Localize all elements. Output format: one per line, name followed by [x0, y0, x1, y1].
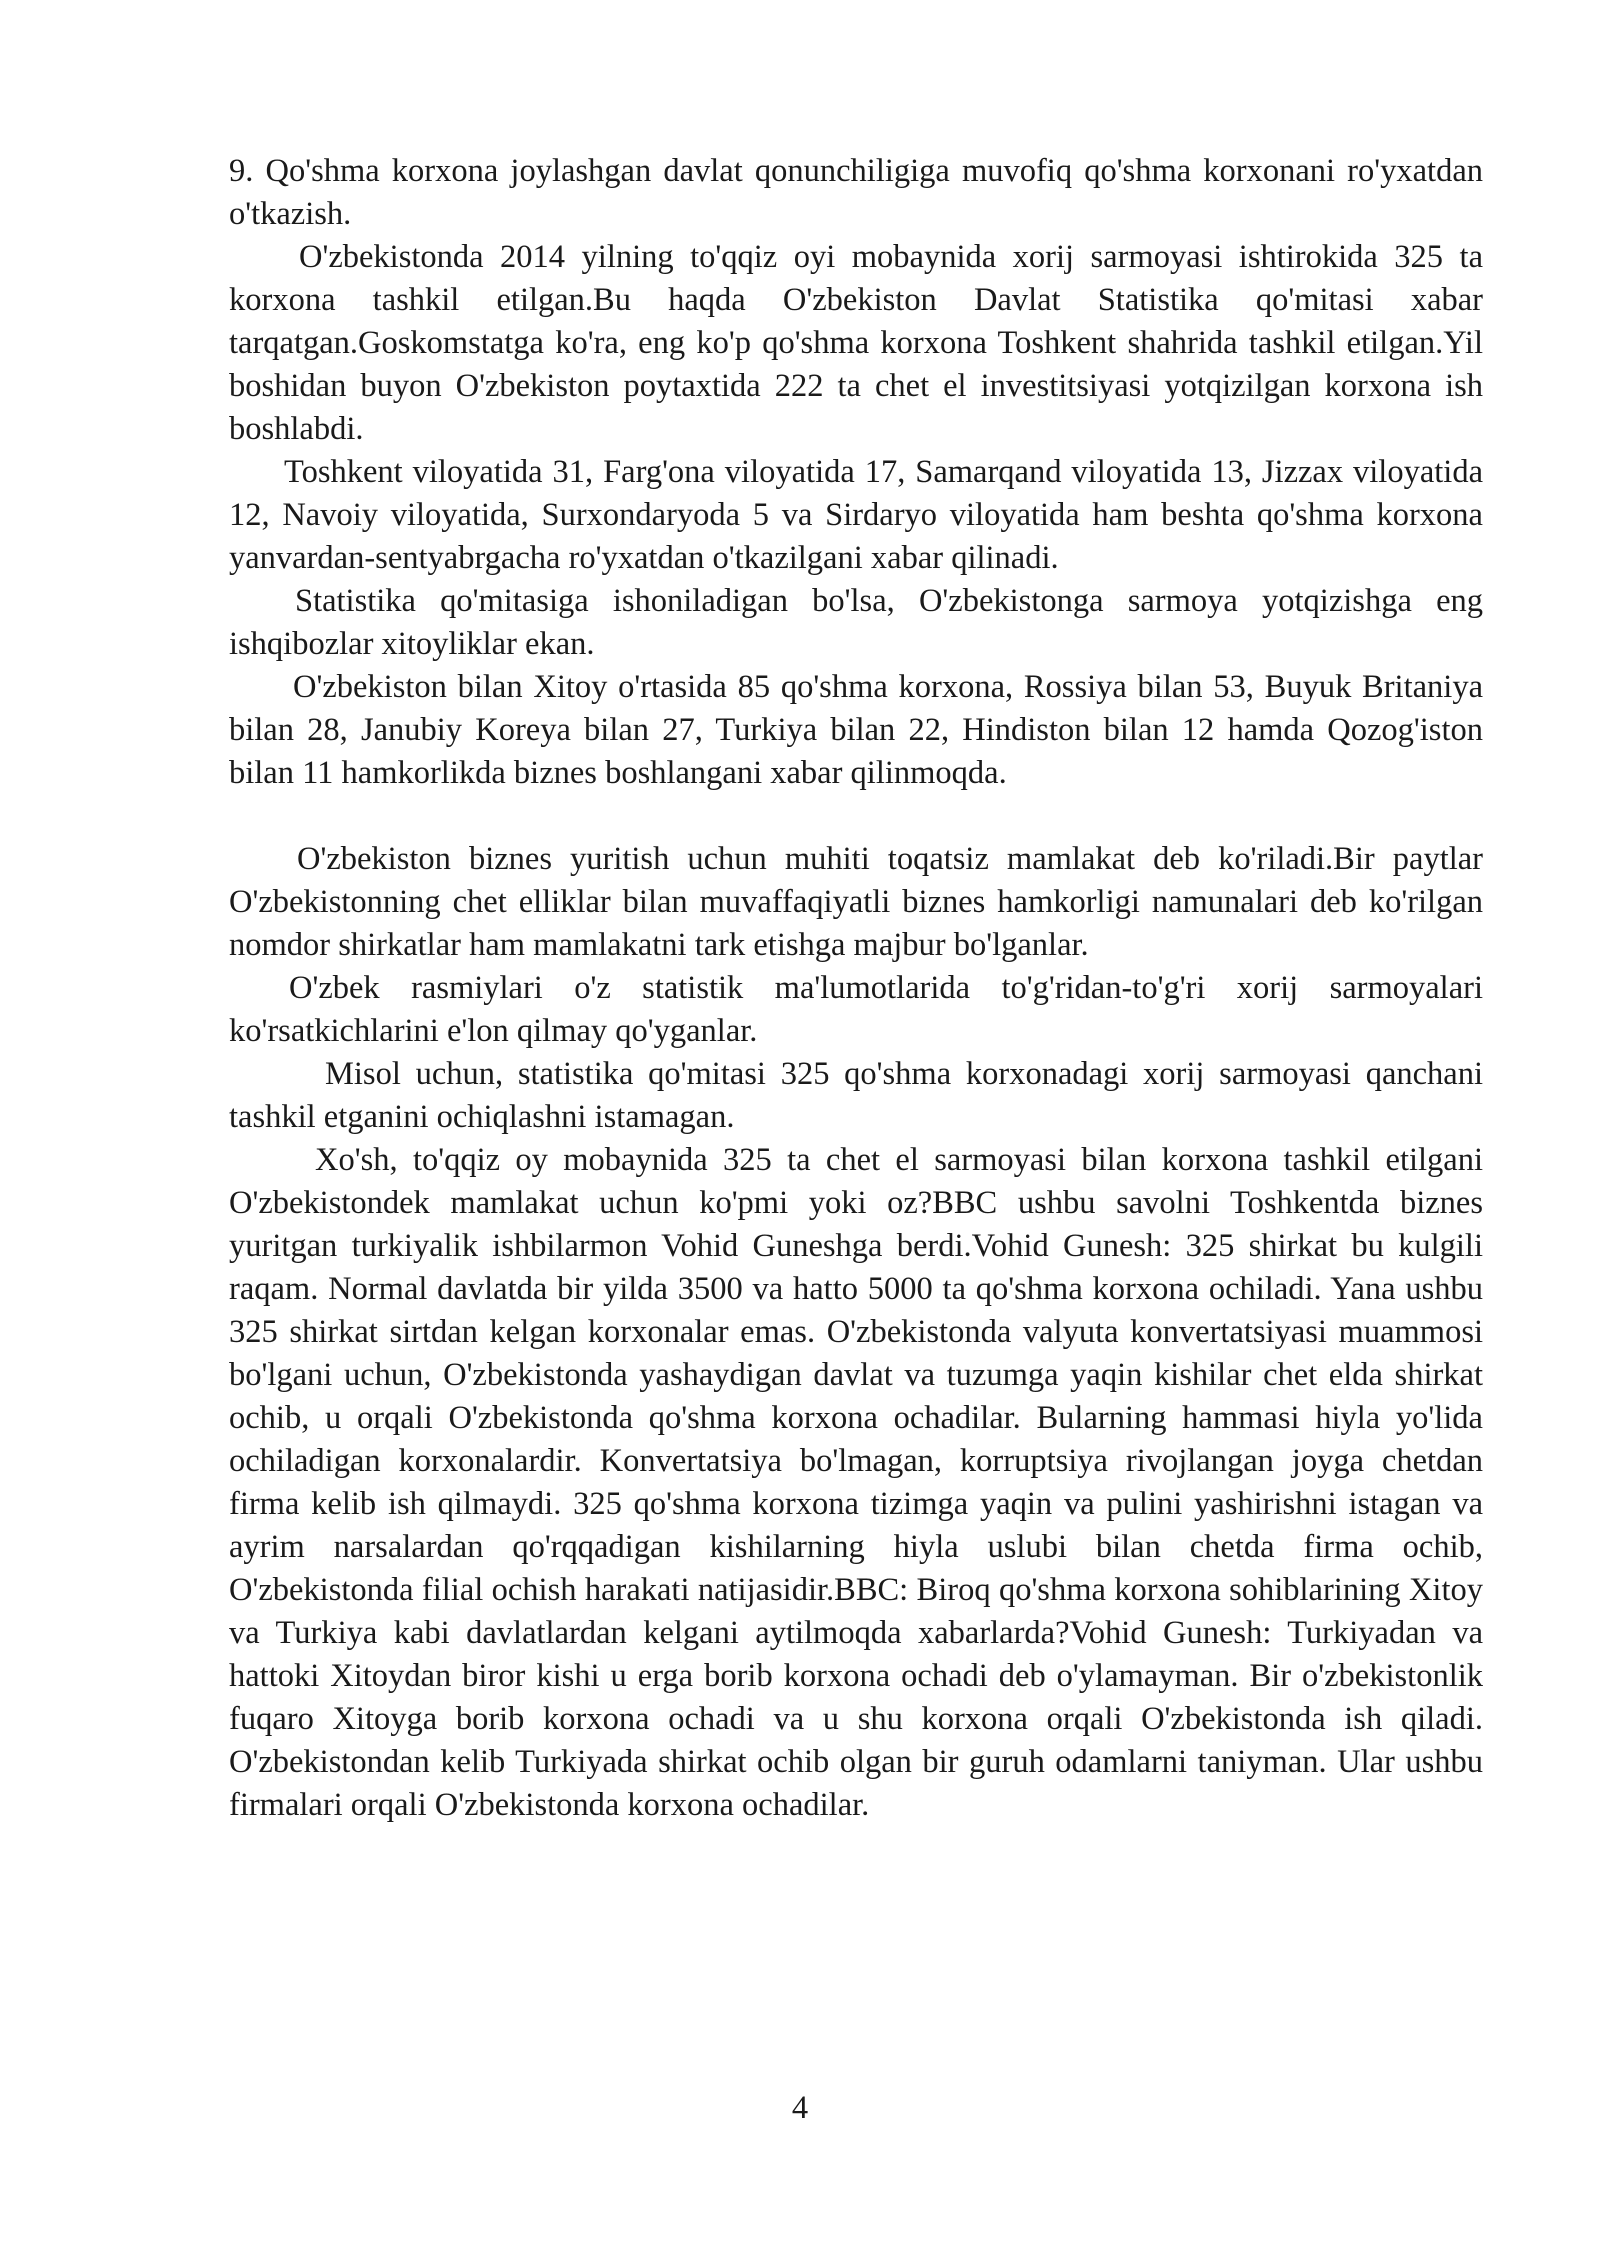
paragraph-registration-step: 9. Qo'shma korxona joylashgan davlat qonunchiligiga muvofiq qo'shma korxonani ro'yxatdan o'tkazish.	[229, 153, 1483, 232]
page-number: 4	[791, 2090, 809, 2126]
paragraph-enterprise-count: O'zbekistonda 2014 yilning to'qqiz oyi mobaynida xorij sarmoyasi ishtirokida 325 ta korxona tashkil etilgan.Bu haqda O'zbekiston Davlat Statistika qo'mitasi xabar tarqatgan.Goskomstatga ko'ra, eng ko'p qo'shma korxona Toshkent shahrida tashkil etilgan.Yil boshidan buyon O'zbekiston poytaxtida 222 ta chet el investitsiyasi yotqizilgan korxona ish boshlabdi.	[229, 239, 1483, 447]
paragraph-bbc-interview: Xo'sh, to'qqiz oy mobaynida 325 ta chet el sarmoyasi bilan korxona tashkil etilgani O'zbekistondek mamlakat uchun ko'pmi yoki oz?BBC ushbu savolni Toshkentda biznes yuritgan turkiyalik ishbilarmon Vohid Guneshga berdi.Vohid Gunesh: 325 shirkat bu kulgili raqam. Normal davlatda bir yilda 3500 va hatto 5000 ta qo'shma korxona ochiladi. Yana ushbu 325 shirkat sirtdan kelgan korxonalar emas. O'zbekistonda valyuta konvertatsiyasi muammosi bo'lgani uchun, O'zbekistonda yashaydigan davlat va tuzumga yaqin kishilar chet elda shirkat ochib, u orqali O'zbekistonda qo'shma korxona ochadilar. Bularning hammasi hiyla yo'lida ochiladigan korxonalardir. Konvertatsiya bo'lmagan, korruptsiya rivojlangan joyga chetdan firma kelib ish qilmaydi. 325 qo'shma korxona tizimga yaqin va pulini yashirishni istagan va ayrim narsalardan qo'rqqadigan kishilarning hiyla uslubi bilan chetda firma ochib, O'zbekistonda filial ochish harakati natijasidir.BBC: Biroq qo'shma korxona sohiblarining Xitoy va Turkiya kabi davlatlardan kelgani aytilmoqda xabarlarda?Vohid Gunesh: Turkiyadan va hattoki Xitoydan biror kishi u erga borib korxona ochadi deb o'ylamayman. Bir o'zbekistonlik fuqaro Xitoyga borib korxona ochadi va u shu korxona orqali O'zbekistonda ish qiladi. O'zbekistondan kelib Turkiyada shirkat ochib olgan bir guruh odamlarni taniyman. Ular ushbu firmalari orqali O'zbekistonda korxona ochadilar.	[229, 1142, 1483, 1823]
paragraph-gap	[229, 795, 1483, 838]
paragraph-business-climate: O'zbekiston biznes yuritish uchun muhiti toqatsiz mamlakat deb ko'riladi.Bir paytlar O'zbekistonning chet elliklar bilan muvaffaqiyatli biznes hamkorligi namunalari deb ko'rilgan nomdor shirkatlar ham mamlakatni tark etishga majbur bo'lganlar.	[229, 841, 1483, 963]
paragraph-chinese-investors: Statistika qo'mitasiga ishoniladigan bo'lsa, O'zbekistonga sarmoya yotqizishga eng ishqibozlar xitoyliklar ekan.	[229, 583, 1483, 662]
document-page	[229, 150, 1483, 1827]
paragraph-regional-breakdown: Toshkent viloyatida 31, Farg'ona viloyatida 17, Samarqand viloyatida 13, Jizzax viloyatida 12, Navoiy viloyatida, Surxondaryoda 5 va Sirdaryo viloyatida ham beshta qo'shma korxona yanvardan-sentyabrgacha ro'yxatdan o'tkazilgani xabar qilinadi.	[229, 454, 1483, 576]
paragraph-official-statistics: O'zbek rasmiylari o'z statistik ma'lumotlarida to'g'ridan-to'g'ri xorij sarmoyalari ko'rsatkichlarini e'lon qilmay qo'yganlar.	[229, 970, 1483, 1049]
paragraph-undisclosed-investment: Misol uchun, statistika qo'mitasi 325 qo'shma korxonadagi xorij sarmoyasi qanchani tashkil etganini ochiqlashni istamagan.	[229, 1056, 1483, 1135]
paragraph-country-partners: O'zbekiston bilan Xitoy o'rtasida 85 qo'shma korxona, Rossiya bilan 53, Buyuk Britaniya bilan 28, Janubiy Koreya bilan 27, Turkiya bilan 22, Hindiston bilan 12 hamda Qozog'iston bilan 11 hamkorlikda biznes boshlangani xabar qilinmoqda.	[229, 669, 1483, 791]
